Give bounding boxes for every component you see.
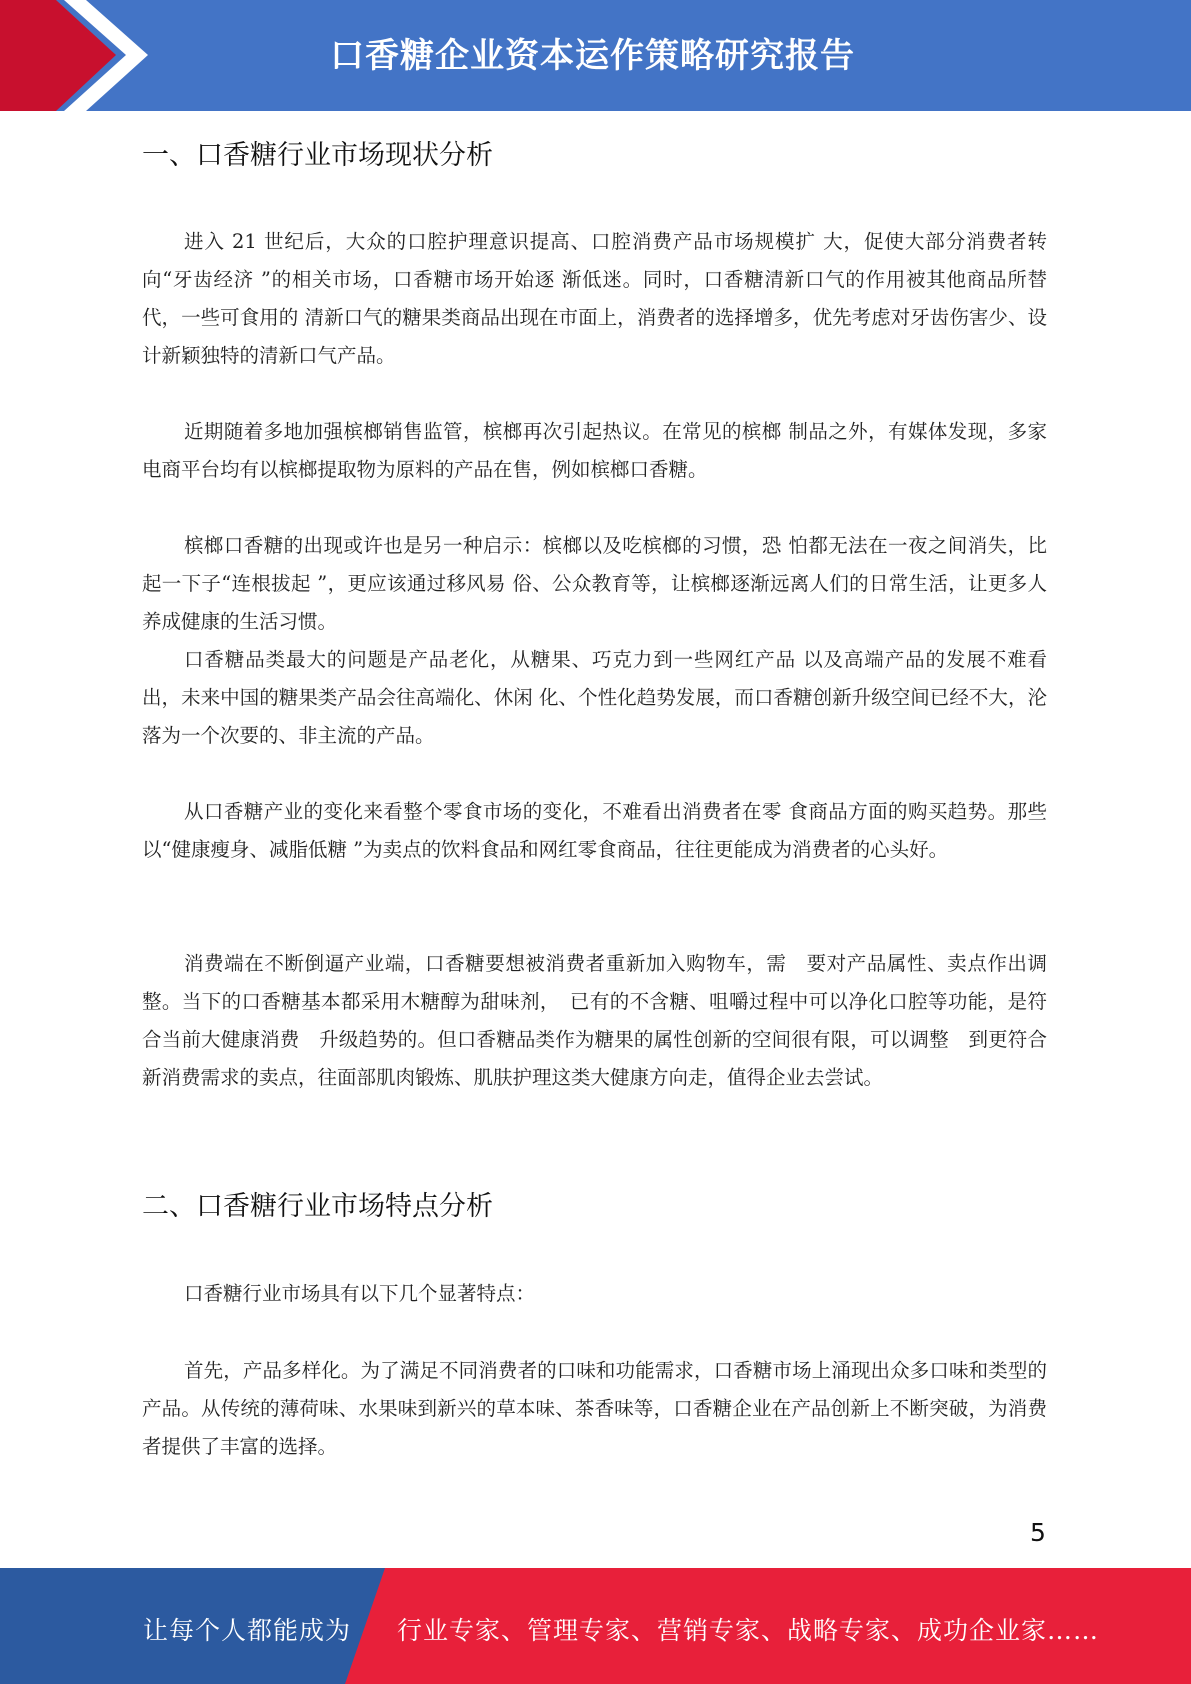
section-heading-2: 二、口香糖行业市场特点分析 xyxy=(142,1191,493,1222)
paragraph: 槟榔口香糖的出现或许也是另一种启示：槟榔以及吃槟榔的习惯，恐 怕都无法在一夜之间消失，比起一下子“连根拔起 ”，更应该通过移风易 俗、公众教育等，让槟榔逐渐远离人们的日常生活，让更多人养成健康的生活习惯。 xyxy=(142,534,1047,633)
paragraph: 从口香糖产业的变化来看整个零食市场的变化，不难看出消费者在零 食商品方面的购买趋势。那些以“健康瘦身、减脂低糖 ”为卖点的饮料食品和网红零食商品，往往更能成为消费者的心头好。 xyxy=(142,800,1047,861)
footer-slogan-right: 行业专家、管理专家、营销专家、战略专家、成功企业家…… xyxy=(397,1616,1100,1645)
paragraph: 近期随着多地加强槟榔销售监管，槟榔再次引起热议。在常见的槟榔 制品之外，有媒体发现，多家电商平台均有以槟榔提取物为原料的产品在售，例如槟榔口香糖。 xyxy=(142,420,1047,481)
paragraph: 进入 21 世纪后，大众的口腔护理意识提高、口腔消费产品市场规模扩 大，促使大部分消费者转向“牙齿经济 ”的相关市场，口香糖市场开始逐 渐低迷。同时，口香糖清新口气的作用被其他商品所替代，一些可食用的 清新口气的糖果类商品出现在市面上，消费者的选择增多，优先考虑对牙齿伤害少、设计新颖独特的清新口气产品。 xyxy=(142,230,1047,367)
footer-banner xyxy=(0,1568,1191,1684)
paragraph: 消费端在不断倒逼产业端，口香糖要想被消费者重新加入购物车，需 要对产品属性、卖点作出调整。当下的口香糖基本都采用木糖醇为甜味剂， 已有的不含糖、咀嚼过程中可以净化口腔等功能，是符合当前大健康消费 升级趋势的。但口香糖品类作为糖果的属性创新的空间很有限，可以调整 到更符合新消费需求的卖点，往面部肌肉锻炼、肌肤护理这类大健康方向走，值得企业去尝试。 xyxy=(142,952,1047,1089)
footer-slogan-left: 让每个人都能成为 xyxy=(143,1616,352,1645)
section-heading-1: 一、口香糖行业市场现状分析 xyxy=(142,140,493,171)
paragraph: 首先，产品多样化。为了满足不同消费者的口味和功能需求，口香糖市场上涌现出众多口味和类型的产品。从传统的薄荷味、水果味到新兴的草本味、茶香味等，口香糖企业在产品创新上不断突破，为消费者提供了丰富的选择。 xyxy=(142,1359,1047,1458)
paragraph: 口香糖行业市场具有以下几个显著特点： xyxy=(184,1282,536,1305)
chevron-arrow-icon xyxy=(0,0,160,111)
paragraph: 口香糖品类最大的问题是产品老化，从糖果、巧克力到一些网红产品 以及高端产品的发展不难看出，未来中国的糖果类产品会往高端化、休闲 化、个性化趋势发展，而口香糖创新升级空间已经不大，沦落为一个次要的、非主流的产品。 xyxy=(142,648,1047,747)
report-title: 口香糖企业资本运作策略研究报告 xyxy=(330,36,855,76)
header-banner xyxy=(0,0,1191,111)
page-number: 5 xyxy=(1030,1518,1046,1547)
